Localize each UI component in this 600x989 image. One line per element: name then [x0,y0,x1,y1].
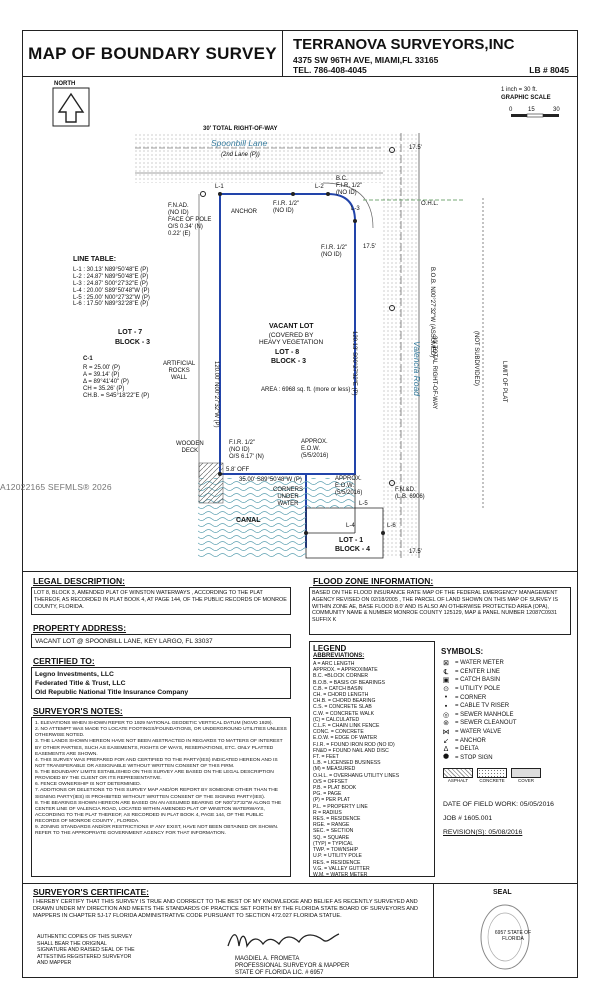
line-table-row: L-5 : 25.00' N00°27'32"W (P) [73,294,150,301]
legend-item: B.C. =BLOCK CORNER [313,673,369,680]
lot-7-label: LOT - 7 [118,329,143,336]
certificate-text: I HEREBY CERTIFY THAT THIS SURVEY IS TRUE AND CORRECT TO THE BEST OF MY KNOWLEDGE AND BELIEF AS RECENTLY SURVEYED AND DRAWN UNDER MY DIRECTION AND MEETS THE STANDARDS OF PRACTICE SET FORTH BY THE FLORIDA STATE BOARD OF SURVEYORS AND MAPPERS IN CHAPTER 5J-17 FLORIDA ADMINISTRATIVE CODE PURSUANT TO SECTION 472.027 FLORIDA STATUE. [33,899,419,919]
note-item: 8. THE BEARINGS SHOWN HEREON ARE BASED ON AN ASSUMED BEARING OF N00°27'32"W ALONG THE CENTER LINE OF VALENCIA ROAD, LOCATED WITHIN AMENDED PLAT OF WINSTON WATERWAYS, ACCORDING TO THE PLAT THEREOF, AS RECORDED IN PLAT BOOK 4, PAGE 144, OF THE PUBLIC RECORDS OF MONROE COUNTY , FLORIDA. [35,800,282,824]
legend-subtitle: ABBREVIATIONS: [313,653,365,659]
note-item: 7. ADDITIONS OR DELETIONS TO THIS SURVEY MAP AND/OR REPORT BY SOMEONE OTHER THAN THE SIGNING PARTY(IES) IS PROHIBITED WITHOUT WRITTEN CONSENT OF THE SIGNING PARTY(IES). [35,788,279,800]
revision-date: REVISION(S): 05/08/2016 [443,829,523,836]
symbol-label: = SEWER MANHOLE [455,711,514,718]
legend-box [309,641,435,877]
legend-item: APPROX. = APPROXIMATE [313,667,378,674]
block-3-left: BLOCK - 3 [115,339,150,346]
legend-item: O/S = OFFSET [313,778,348,785]
line-table-row: L-6 : 17.50' N89°32'28"E (P) [73,301,149,308]
lot-1-label: LOT - 1 [339,537,364,544]
fir-right-sub: (NO ID) [321,252,342,258]
west-line-label: 120.00' N00°27'32"W (P) [213,361,219,428]
area-label: AREA : 6968 sq. ft. (more or less) [261,387,351,393]
curve-row: CH = 35.26' (P) [83,385,125,392]
graphic-scale-label: GRAPHIC SCALE [501,95,551,101]
canal-label: CANAL [236,517,261,524]
ohl-label: O.H.L. [421,201,439,207]
water-valve-icon: ⋈ [442,729,450,737]
legal-text: LOT 8, BLOCK 3, AMENDED PLAT OF WINSTON WATERWAYS , ACCORDING TO THE PLAT THEREOF, AS RECORDED IN PLAT BOOK 4, AT PAGE 144, OF THE PUBLIC RECORDS OF MONROE COUNTY, FLORIDA. [34,590,287,610]
vegetation-label: (COVERED BY HEAVY VEGETATION [259,332,324,347]
line-label-l4: L-4 [346,523,355,529]
symbol-label: = CORNER [455,694,487,701]
row-top-label: 30' TOTAL RIGHT-OF-WAY [203,126,278,132]
legend-item: (M) = MEASURED [313,766,356,773]
certified-box [31,667,291,699]
legend-item: C.W. = CONCRETE WALK [313,710,375,717]
curve-row: Δ = 89°41'40" (P) [83,378,129,385]
utility-pole-icon: ⊙ [443,686,449,694]
fnad-sub: (NO ID) [168,210,189,216]
firm-address: 4375 SW 96TH AVE, MIAMI,FL 33165 [293,55,439,65]
asphalt-label: ASPHALT [447,778,469,783]
artificial-wall: ARTIFICIAL ROCKS WALL [163,361,196,381]
certified-title: CERTIFIED TO: [33,656,95,666]
not-subdivided-label: (NOT SUBDIVIDED) [473,331,479,386]
property-box [31,634,291,648]
surveyor-name: MAGDIEL A. FROMETA [235,956,300,962]
surveyor-role: PROFESSIONAL SURVEYOR & MAPPER [235,963,350,969]
fir-bottom-sub: (NO ID) [229,447,250,453]
symbol-label: = CENTER LINE [455,668,500,675]
face-of-pole: FACE OF POLE [168,217,212,223]
legend-item: B.O.B. = BASIS OF BEARINGS [313,679,386,686]
fir-mid: F.I.R. 1/2" [273,201,300,207]
legend-item: RES. = RESIDENCE [313,859,361,866]
street-spoonbill-sub: (2nd Lane (P)) [221,152,260,158]
firm-name: TERRANOVA SURVEYORS,INC [293,36,515,53]
north-label: NORTH [54,81,76,87]
catch-basin-icon: ▣ [442,677,450,685]
anchor-icon: ↙ [443,737,449,745]
legend-item: CONC. = CONCRETE [313,729,364,736]
legend-item: P.L. = PROPERTY LINE [313,803,368,810]
line-label-l3: L-3 [351,206,360,212]
legend-item: SQ. = SQUARE [313,834,350,841]
legend-item: U.P. = UTILITY POLE [313,853,362,860]
legal-title: LEGAL DESCRIPTION: [33,576,125,586]
legend-item: E.O.W. = EDGE OF WATER [313,735,378,742]
corner-icon: • [444,694,448,702]
concrete-swatch [477,768,507,778]
legend-item: SEC. = SECTION [313,828,354,835]
note-item: 1. ELEVATIONS WHEN SHOWN REFER TO 1929 NATIONAL GEODETIC VERTICAL DATUM (NGVD 1929). [35,721,273,726]
note-item: 6. FENCE OWNERSHIP IS NOT DETERMINED. [35,782,142,788]
anchor-label: ANCHOR [231,209,258,215]
sewer-cleanout-icon: ⊚ [443,720,449,728]
field-work-date: DATE OF FIELD WORK: 05/05/2016 [443,801,554,808]
graphic-scale [511,114,559,117]
symbol-label: = DELTA [455,746,479,753]
legend-item: P.B. = PLAT BOOK [313,785,357,792]
line-table-row: L-4 : 20.00' S89°50'48"W (P) [73,287,150,294]
legend-list [313,661,399,878]
delta-icon: Δ [443,745,449,753]
flood-box [309,587,571,635]
curve-title: C-1 [83,356,93,362]
sewer-manhole-icon: ◎ [442,711,450,719]
center-line-icon: ℄ [443,668,449,676]
fir-top-noid: (NO ID) [336,190,357,196]
legend-item: C.B. = CATCH BASIN [313,685,363,692]
curve-row: R = 25.00' (P) [83,365,120,371]
wooden-deck-label: WOODEN DECK [176,441,204,454]
symbol-label: = UTILITY POLE [455,686,501,693]
property-address: VACANT LOT @ SPOONBILL LANE, KEY LARGO, FL 33037 [35,638,213,645]
scale-tick-15: 15 [528,107,535,113]
water-meter-icon: ⊠ [443,660,449,668]
survey-sheet [22,30,578,978]
legend-item: W.M. = WATER METER [313,871,368,878]
curve-row: CH.B. = S45°18'22"E (P) [83,392,150,399]
limit-of-plat-label: LIMIT OF PLAT [501,361,507,403]
certified-party: Old Republic National Title Insurance Company [35,688,189,696]
fir-bottom-os: O/S 6.17' (N) [229,454,264,460]
legal-box [31,587,291,615]
mls-watermark: A12022165 SEFMLS® 2026 [0,482,112,492]
certificate-title: SURVEYOR'S CERTIFICATE: [33,887,149,897]
property-title: PROPERTY ADDRESS: [33,623,127,633]
south-line-label: 35.00' S89°50'48"W (P) [239,477,302,483]
fnd-right: F.N.&D. (L.B. 6906) [395,487,425,500]
fir-bottom: F.I.R. 1/2" [229,440,256,446]
curve-table [83,365,149,399]
dim-right: 17.5' [363,244,376,250]
curve-row: A = 39.14' (P) [83,371,120,378]
job-number: JOB # 1605.001 [443,815,493,822]
symbol-label: = STOP SIGN [455,754,493,761]
symbol-label: = SEWER CLEANOUT [455,720,517,727]
legend-item: (C) = CALCULATED [313,716,360,723]
dim-bottom: 17.5' [409,549,422,555]
concrete-label: CONCRETE [479,778,505,783]
note-item: 9. ZONING STANDARDS AND/OR RESTRICTIONS IF ANY EXIST, HAVE NOT BEEN OBTAINED OR SHOWN. REFER TO THE APPROPRIATE GOVERNMENT AGENCY FOR THAT INFORMATION. [35,825,279,837]
legend-item: RES. = RESIDENCE [313,816,361,823]
surveyor-license: STATE OF FLORIDA LIC. # 6957 [235,970,324,976]
legend-item: A = ARC LENGTH [313,661,355,667]
line-table-row: L-3 : 24.87' S00°27'32"E (P) [73,280,148,287]
scale-text: 1 inch = 30 ft. [501,87,538,93]
legend-item: TWP. = TOWNSHIP [313,847,359,854]
asphalt-swatch [443,768,473,778]
legend-item: V.G. = VALLEY GUTTER [313,865,370,872]
seal-label: SEAL [493,889,512,896]
symbol-label: = ANCHOR [455,737,486,744]
legend-item: C.S. = CONCRETE SLAB [313,704,372,711]
certified-party: Federated Title & Trust, LLC [35,679,126,687]
line-label-l2: L-2 [315,184,324,190]
authentic-note: AUTHENTIC COPIES OF THIS SURVEY SHALL BEAR THE ORIGINAL SIGNATURE AND RAISED SEAL OF THE ATTESTING REGISTERED SURVEYOR AND MAPPER [37,934,135,966]
corners-under-water: CORNERS UNDER WATER [273,487,304,507]
face-offsets: O/S 0.34' (N) 0.22' (E) [168,224,203,237]
eow-label-1: APPROX. E.O.W. (5/5/2016) [301,439,329,459]
legend-item: (TYP) = TYPICAL [313,840,354,847]
symbol-label: = CATCH BASIN [455,677,501,684]
dim-right-top: 17.5' [409,145,422,151]
line-table-row: L-1 : 30.13' N89°50'48"E (P) [73,267,149,273]
line-label-l6: L-6 [387,523,396,529]
signature-image [223,926,343,954]
legend-item: FT. = FEET [313,754,339,761]
legend-title: LEGEND [313,644,347,653]
block-3-label: BLOCK - 3 [271,358,306,365]
lot-8-label: LOT - 8 [275,349,300,356]
header [23,31,577,77]
firm-phone: TEL. 786-408-4045 [293,65,367,75]
page-title: MAP OF BOUNDARY SURVEY [23,31,283,77]
surface-swatches [443,768,541,783]
legend-item: (P) = PER PLAT [313,797,350,804]
symbols-list [441,659,517,762]
stop-sign-icon: ⯃ [443,753,449,761]
line-label-l1: L-1 [215,184,224,190]
line-table-row: L-2 : 24.87' N89°50'48"E (P) [73,273,149,280]
scale-tick-0: 0 [509,107,513,113]
note-item: 4. THIS SURVEY WAS PREPARED FOR AND CERTIFIED TO THE PARTY(IES) INDICATED HEREON AND IS NOT TRANSFERABLE OR ASSIGNABLE WITHOUT WRITTEN CONSENT OF THIS FIRM. [35,757,278,769]
block-4-label: BLOCK - 4 [335,546,370,553]
scale-tick-30: 30 [553,107,560,113]
legend-item: O.H.L. = OVERHANG UTILITY LINES [313,772,400,779]
cover-label: COVER [517,778,534,783]
fir-right: F.I.R. 1/2" [321,245,348,251]
street-valencia: Valencia Road [412,341,422,396]
cable-tv-riser-icon: ▪ [444,702,448,710]
legend-item: CH. = CHORD LENGTH [313,692,369,699]
note-item: 3. THE LANDS SHOWN HEREON HAVE NOT BEEN ABSTRACTED IN REGARDS TO MATTERS OF INTEREST BY OTHER PARTIES, SUCH AS EASEMENTS, RIGHTS OF WAYS, RESERVATIONS, ETC. ONLY PLATTED EASEMENTS ARE SHOWN. [35,739,283,757]
cover-swatch [511,768,541,778]
east-line-label: 120.13' S00°27'32"E (P) [351,331,357,396]
line-label-l5: L-5 [359,501,368,507]
north-arrow-icon [53,88,89,126]
street-spoonbill: Spoonbill Lane [211,138,268,148]
line-table-title: LINE TABLE: [73,256,117,263]
legend-item: CH.B. = CHORD BEARING [313,698,376,705]
symbol-label: = WATER METER [455,660,504,667]
flood-title: FLOOD ZONE INFORMATION: [313,576,434,586]
symbol-label: = WATER VALVE [455,729,502,736]
dim-58-label: 5.8' OFF [226,467,250,473]
eow-label-2: APPROX. E.O.W. (5/5/2016) [335,476,363,496]
legend-item: C.L.F. = CHAIN LINK FENCE [313,723,380,730]
legend-item: R = RADIUS [313,809,342,816]
bob-label: B.O.B. N00°27'32"W (ASSUMED) [429,267,435,358]
legend-item: F.I.R. = FOUND IRON ROD (NO ID) [313,741,395,748]
fnad-label: F.N.AD. [168,203,189,209]
symbols-title: SYMBOLS: [441,647,484,656]
vacant-lot-label: VACANT LOT [269,323,314,330]
note-item: 2. NO ATTEMPT WAS MADE TO LOCATE FOOTINGS/FOUNDATIONS, OR UNDERGROUND UTILITIES UNLESS OTHERWISE NOTED. [35,727,287,739]
license-number: LB # 8045 [529,65,569,75]
fir-mid-noid: (NO ID) [273,208,294,214]
certified-party: Legno Investments, LLC [35,671,114,678]
symbol-label: = CABLE TV RISER [455,703,510,710]
fir-top: F.I.R. 1/2" [336,183,363,189]
notes-title: SURVEYOR'S NOTES: [33,706,123,716]
legend-item: L.B. = LICENSED BUSINESS [313,760,381,767]
line-table [73,267,150,308]
legend-item: PG. = PAGE [313,791,342,798]
flood-text: BASED ON THE FLOOD INSURANCE RATE MAP OF THE FEDERAL EMERGENCY MANAGEMENT AGENCY REVISED ON 02/18/2005 , THE PARCEL OF LAND SHOWN ON THIS MAP OF SURVEY IS WITHIN ZONE AE, BASE FLOOD 8.0' AND IS ALSO AN OTHERWISE PROTECTED AREA (OPA), COMMUNITY NAME & NUMBER MONROE COUNTY 125129, MAP & PANEL NUMBER 12087C0931 SUFFIX K [312,590,558,623]
notes-box [31,717,291,877]
legend-item: RGE. = RANGE [313,822,350,829]
row-right-label: 30' TOTAL RIGHT-OF-WAY [431,336,437,410]
bc-label: B.C. [336,176,348,182]
note-item: 5. THE BOUNDARY LIMITS ESTABLISHED ON THIS SURVEY ARE BASED ON THE LEGAL DESCRIPTION PROVIDED BY THE CLIENT OR ITS REPRESENTATIVE. [35,770,274,782]
legend-item: FN&D = FOUND NAIL AND DISC [313,747,389,754]
seal-text: 6957 STATE OF FLORIDA [494,930,532,942]
